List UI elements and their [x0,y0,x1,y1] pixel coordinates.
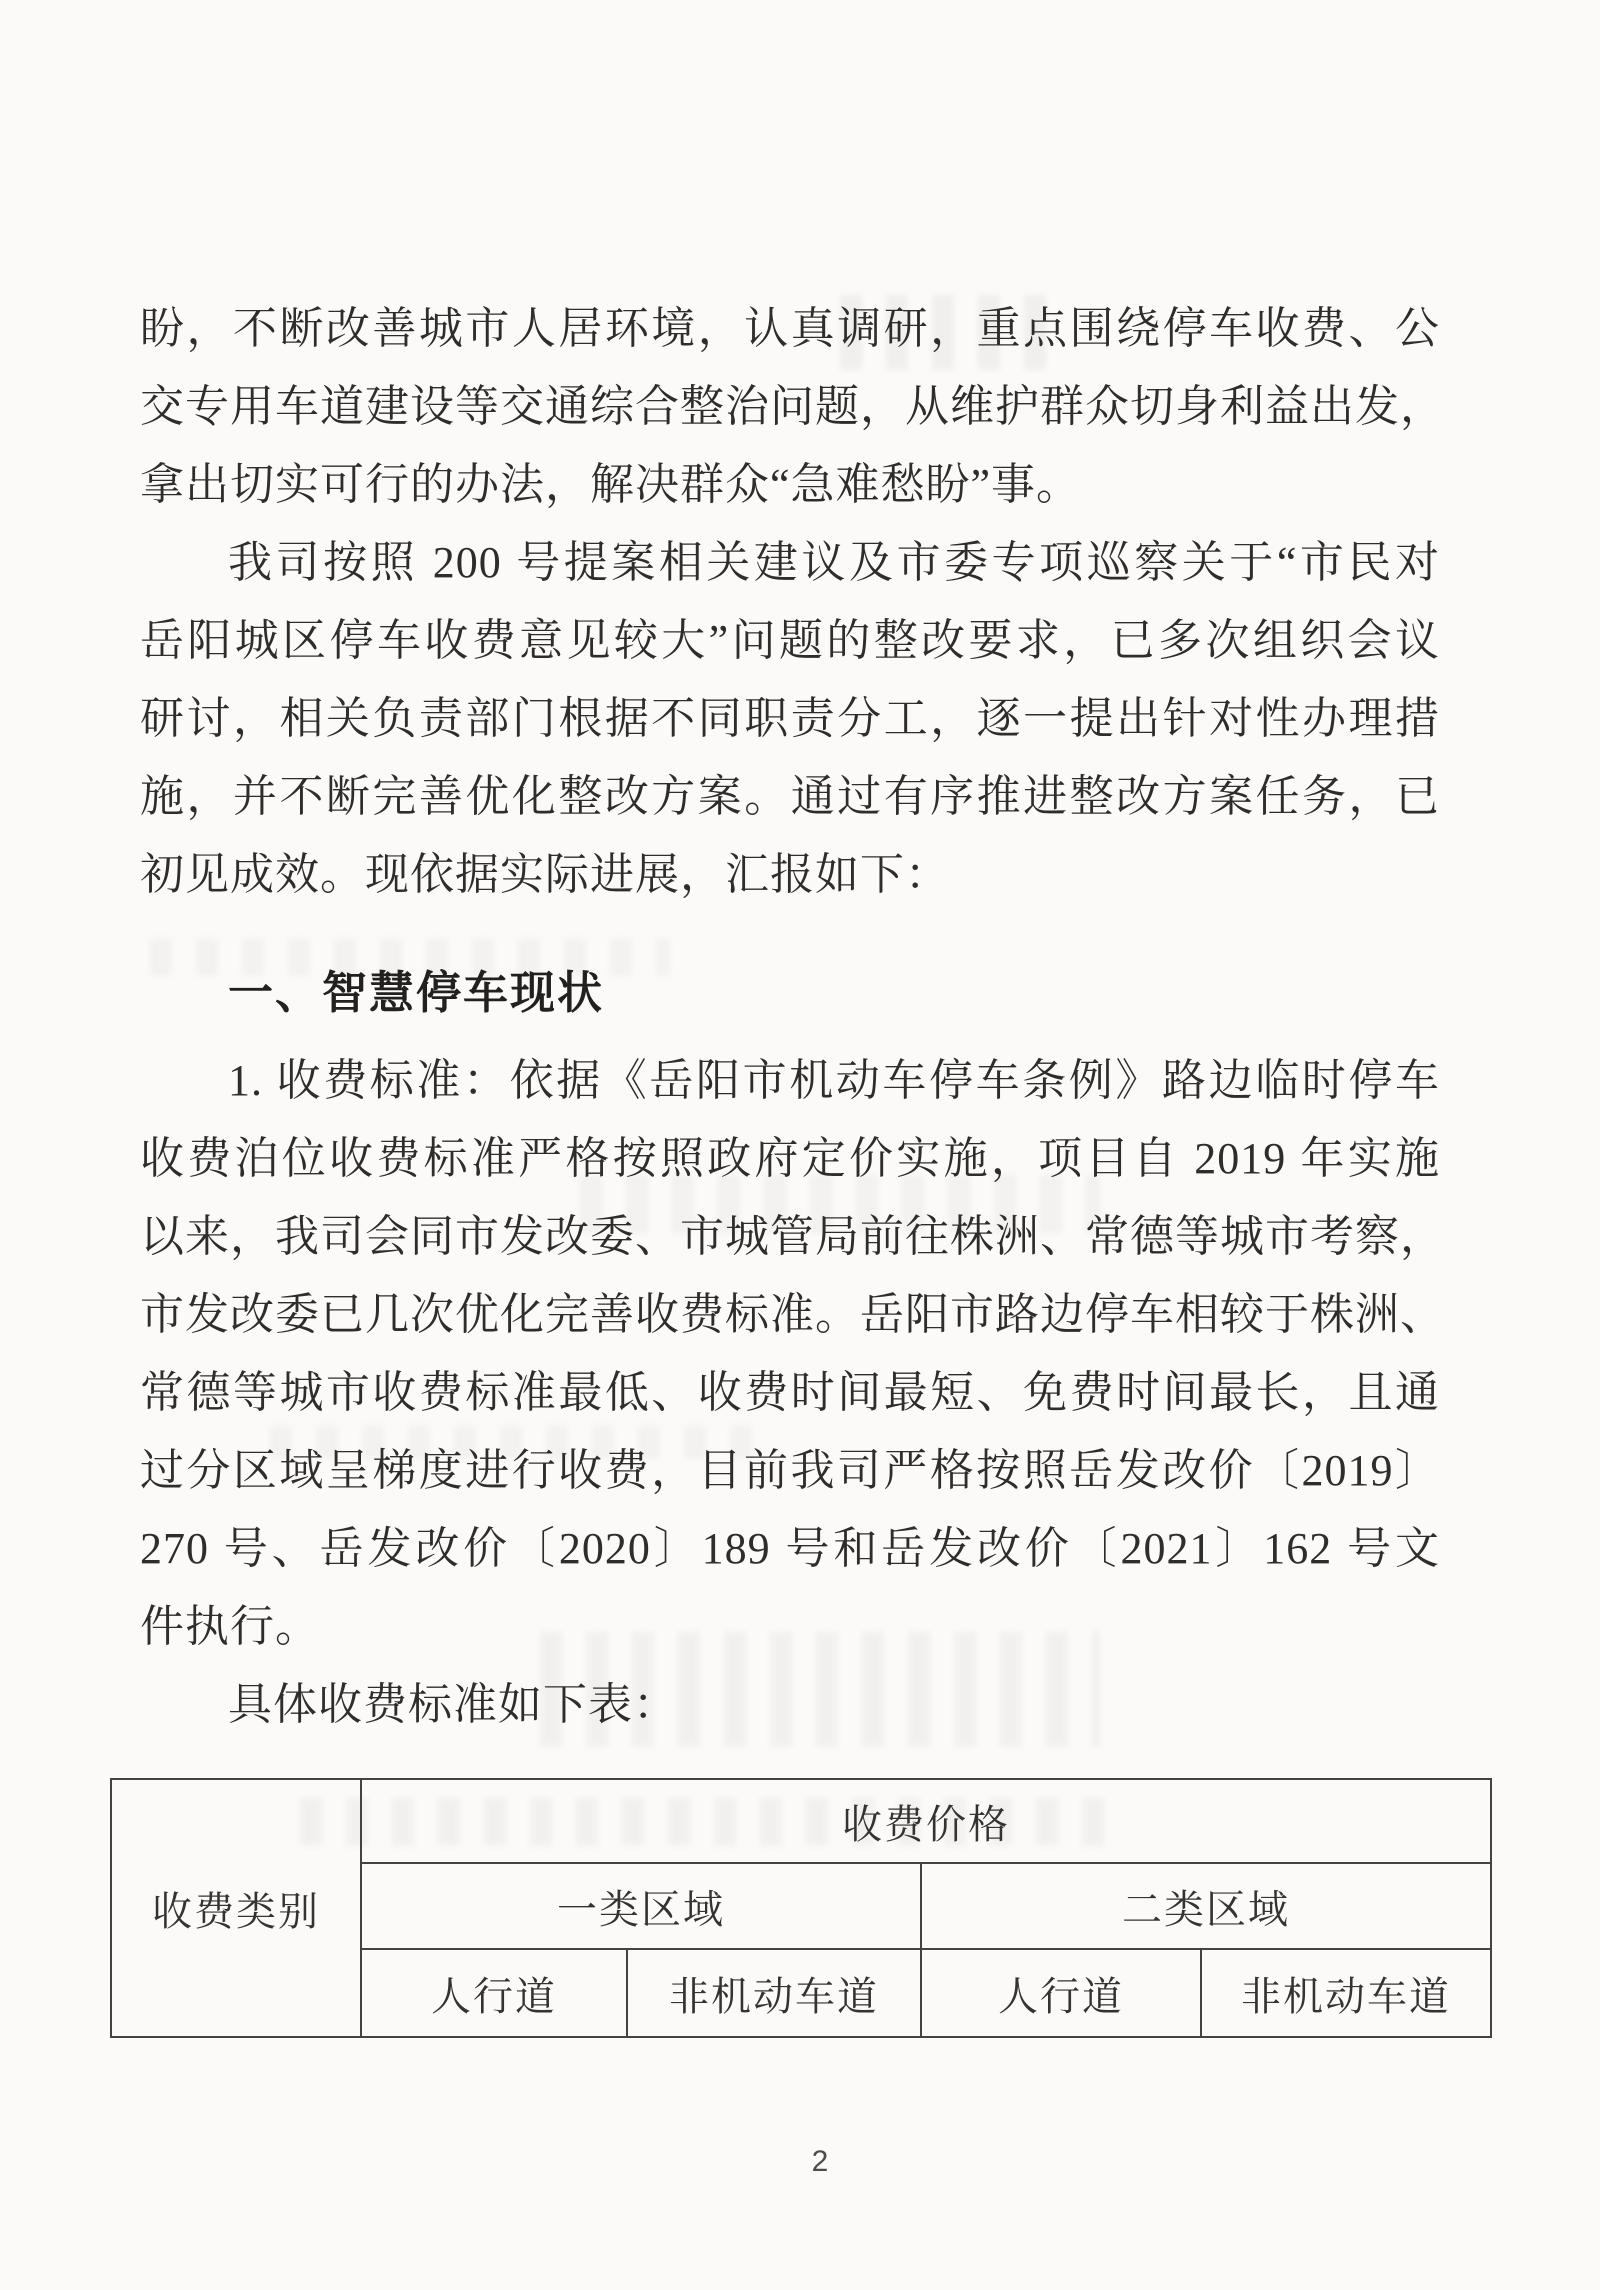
body-line: 拿出切实可行的办法，解决群众“急难愁盼”事。 [140,460,1082,509]
section-heading: 一、智慧停车现状 [228,967,605,1018]
body-line: 以来，我司会同市发改委、市城管局前往株洲、常德等城市考察， [140,1212,1445,1261]
table-cell-category-header: 收费类别 [111,1779,361,2037]
body-line: 施，并不断完善优化整改方案。通过有序推进整改方案任务，已 [140,772,1440,821]
body-text [140,290,1445,1744]
body-line: 岳阳城区停车收费意见较大”问题的整改要求，已多次组织会议 [140,616,1440,665]
body-line: 盼，不断改善城市人居环境，认真调研，重点围绕停车收费、公 [140,304,1440,353]
body-line: 1. 收费标准：依据《岳阳市机动车停车条例》路边临时停车 [228,1056,1440,1105]
table-cell-zone2-header: 二类区域 [921,1863,1491,1949]
body-line: 收费泊位收费标准严格按照政府定价实施，项目自 2019 年实施 [140,1134,1440,1183]
page-number: 2 [811,2145,829,2178]
body-line: 常德等城市收费标准最低、收费时间最短、免费时间最长，且通 [140,1368,1440,1417]
body-line: 件执行。 [140,1602,320,1651]
body-line: 市发改委已几次优化完善收费标准。岳阳市路边停车相较于株洲、 [140,1290,1445,1339]
body-line: 我司按照 200 号提案相关建议及市委专项巡察关于“市民对 [228,538,1440,587]
table-caption: 具体收费标准如下表： [228,1680,678,1729]
body-line: 研讨，相关负责部门根据不同职责分工，逐一提出针对性办理措 [140,694,1440,743]
table-cell-lane-nonmotor-1: 非机动车道 [627,1949,921,2037]
body-line: 交专用车道建设等交通综合整治问题，从维护群众切身利益出发， [140,382,1445,431]
table-cell-price-header: 收费价格 [361,1779,1491,1863]
table-cell-lane-sidewalk-2: 人行道 [921,1949,1201,2037]
table-cell-zone1-header: 一类区域 [361,1863,921,1949]
table-cell-lane-sidewalk-1: 人行道 [361,1949,627,2037]
fee-table [110,1778,1490,2038]
body-line: 270 号、岳发改价〔2020〕189 号和岳发改价〔2021〕162 号文 [140,1524,1440,1573]
table-cell-lane-nonmotor-2: 非机动车道 [1201,1949,1491,2037]
body-line: 过分区域呈梯度进行收费，目前我司严格按照岳发改价〔2019〕 [140,1446,1440,1495]
body-line: 初见成效。现依据实际进展，汇报如下： [140,850,950,899]
